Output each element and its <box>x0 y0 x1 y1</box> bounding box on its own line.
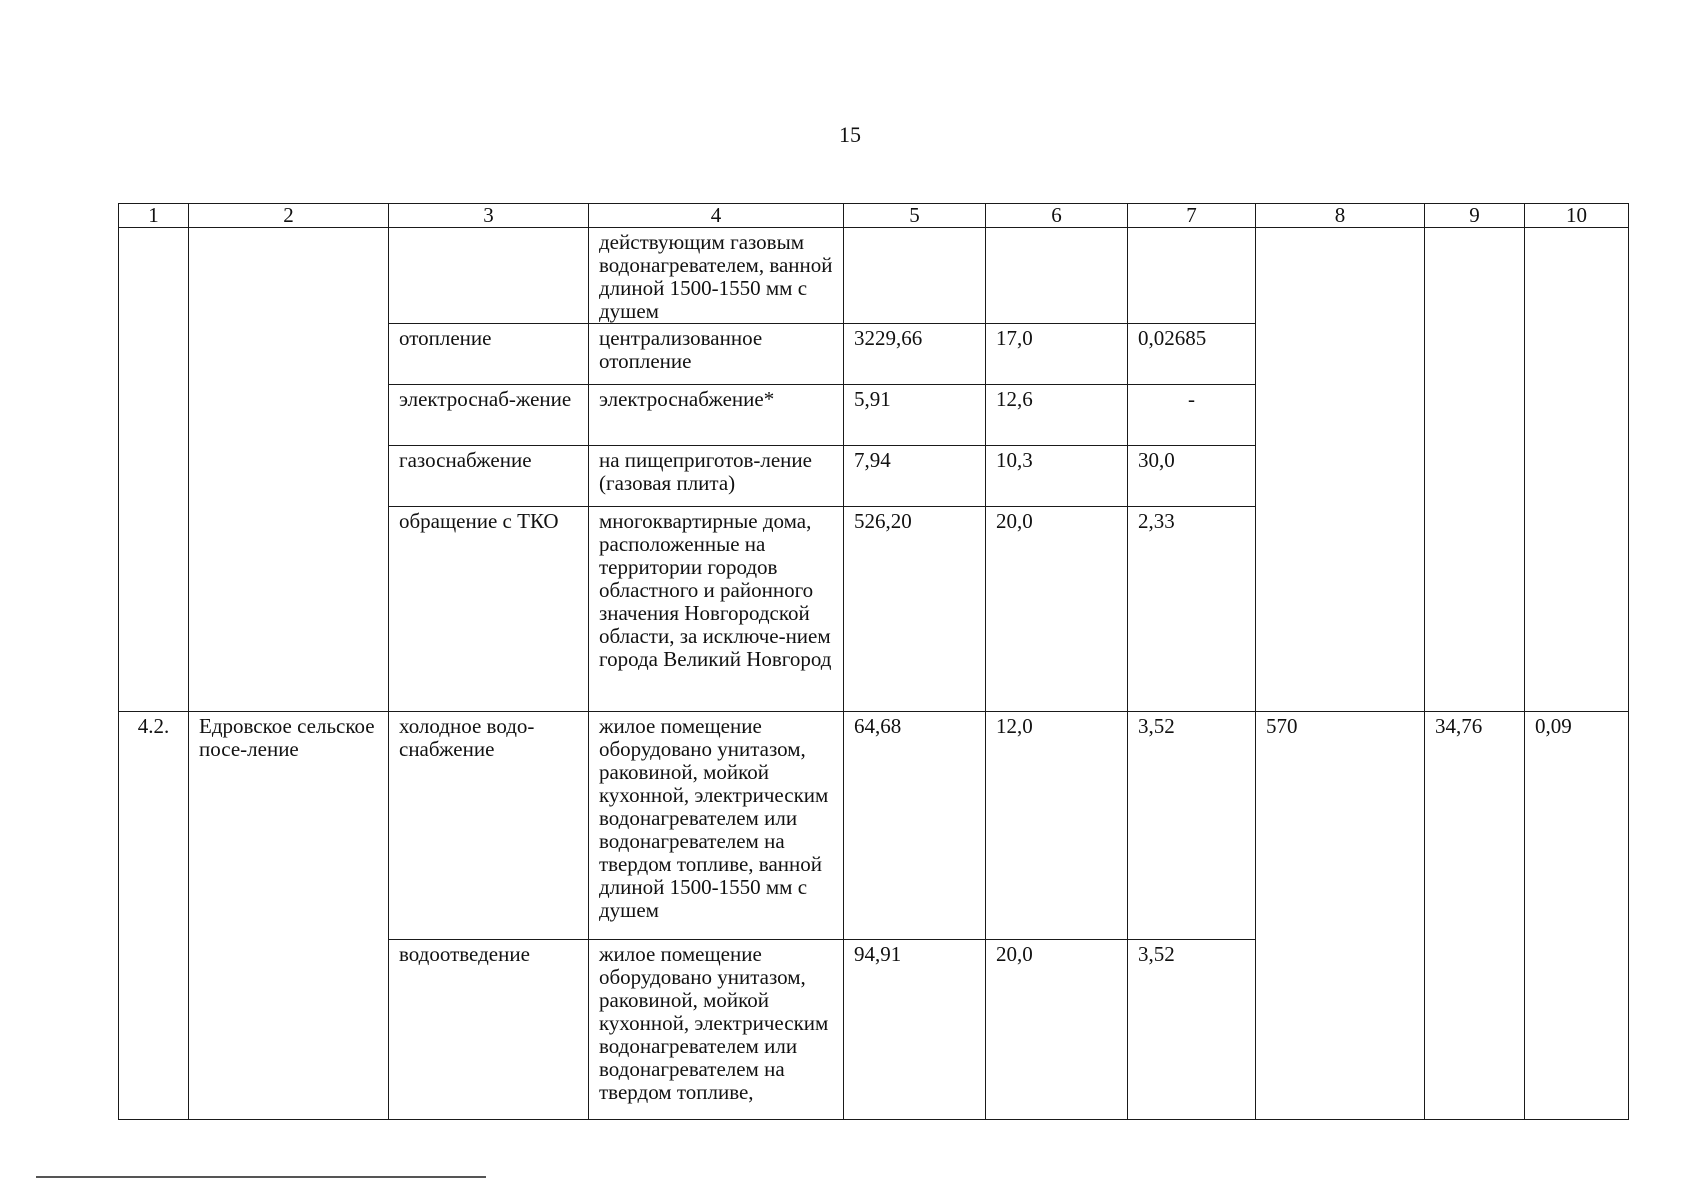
column-number: 7 <box>1128 204 1256 228</box>
column-number: 6 <box>986 204 1128 228</box>
value-cell <box>844 228 986 324</box>
row-number-cell <box>119 228 189 712</box>
consumption-value: 0,02685 <box>1128 324 1256 385</box>
norm-value: 20,0 <box>986 940 1128 1120</box>
tariff-value: 64,68 <box>844 712 986 940</box>
consumption-value: 30,0 <box>1128 446 1256 507</box>
page-number: 15 <box>839 122 861 147</box>
norm-value: 20,0 <box>986 507 1128 712</box>
consumption-value: - <box>1128 385 1256 446</box>
column-number: 5 <box>844 204 986 228</box>
norm-value: 12,0 <box>986 712 1128 940</box>
column-number: 8 <box>1256 204 1425 228</box>
column-number: 1 <box>119 204 189 228</box>
settlement-cell: Едровское сельское посе-ление <box>189 712 389 1120</box>
settlement-cell <box>189 228 389 712</box>
value-cell: 0,09 <box>1525 712 1629 1120</box>
column-number: 10 <box>1525 204 1629 228</box>
consumption-value: 3,52 <box>1128 712 1256 940</box>
value-cell <box>1128 228 1256 324</box>
tariff-value: 5,91 <box>844 385 986 446</box>
service-cell: газоснабжение <box>389 446 589 507</box>
column-number: 9 <box>1425 204 1525 228</box>
consumption-value: 3,52 <box>1128 940 1256 1120</box>
description-cell: централизованное отопление <box>589 324 844 385</box>
value-cell <box>986 228 1128 324</box>
value-cell: 34,76 <box>1425 712 1525 1120</box>
consumption-value: 2,33 <box>1128 507 1256 712</box>
norm-value: 12,6 <box>986 385 1128 446</box>
value-cell <box>1525 228 1629 712</box>
column-number: 4 <box>589 204 844 228</box>
description-cell: жилое помещение оборудовано унитазом, раковиной, мойкой кухонной, электрическим водонагревателем или водонагревателем на твердом топливе, ванной длиной 1500-1550 мм с душем <box>589 712 844 940</box>
service-cell: обращение с ТКО <box>389 507 589 712</box>
tariff-value: 94,91 <box>844 940 986 1120</box>
column-number: 2 <box>189 204 389 228</box>
table-row <box>119 712 1629 940</box>
description-cell: на пищеприготов-ление (газовая плита) <box>589 446 844 507</box>
norm-value: 10,3 <box>986 446 1128 507</box>
tariff-value: 3229,66 <box>844 324 986 385</box>
tariff-table <box>118 203 1629 1120</box>
footer-rule <box>36 1176 486 1178</box>
description-cell: многоквартирные дома, расположенные на территории городов областного и районного значения Новгородской области, за исключе-нием города Великий Новгород <box>589 507 844 712</box>
column-number-row <box>119 204 1629 228</box>
value-cell <box>1256 228 1425 712</box>
tariff-value: 7,94 <box>844 446 986 507</box>
service-cell <box>389 228 589 324</box>
value-cell: 570 <box>1256 712 1425 1120</box>
column-number: 3 <box>389 204 589 228</box>
tariff-value: 526,20 <box>844 507 986 712</box>
description-cell: действующим газовым водонагревателем, ванной длиной 1500-1550 мм с душем <box>589 228 844 324</box>
service-cell: водоотведение <box>389 940 589 1120</box>
row-number-cell: 4.2. <box>119 712 189 1120</box>
norm-value: 17,0 <box>986 324 1128 385</box>
description-cell: жилое помещение оборудовано унитазом, раковиной, мойкой кухонной, электрическим водонагревателем или водонагревателем на твердом топливе, <box>589 940 844 1120</box>
service-cell: холодное водо-снабжение <box>389 712 589 940</box>
table-row <box>119 228 1629 324</box>
service-cell: отопление <box>389 324 589 385</box>
value-cell <box>1425 228 1525 712</box>
description-cell: электроснабжение* <box>589 385 844 446</box>
service-cell: электроснаб-жение <box>389 385 589 446</box>
